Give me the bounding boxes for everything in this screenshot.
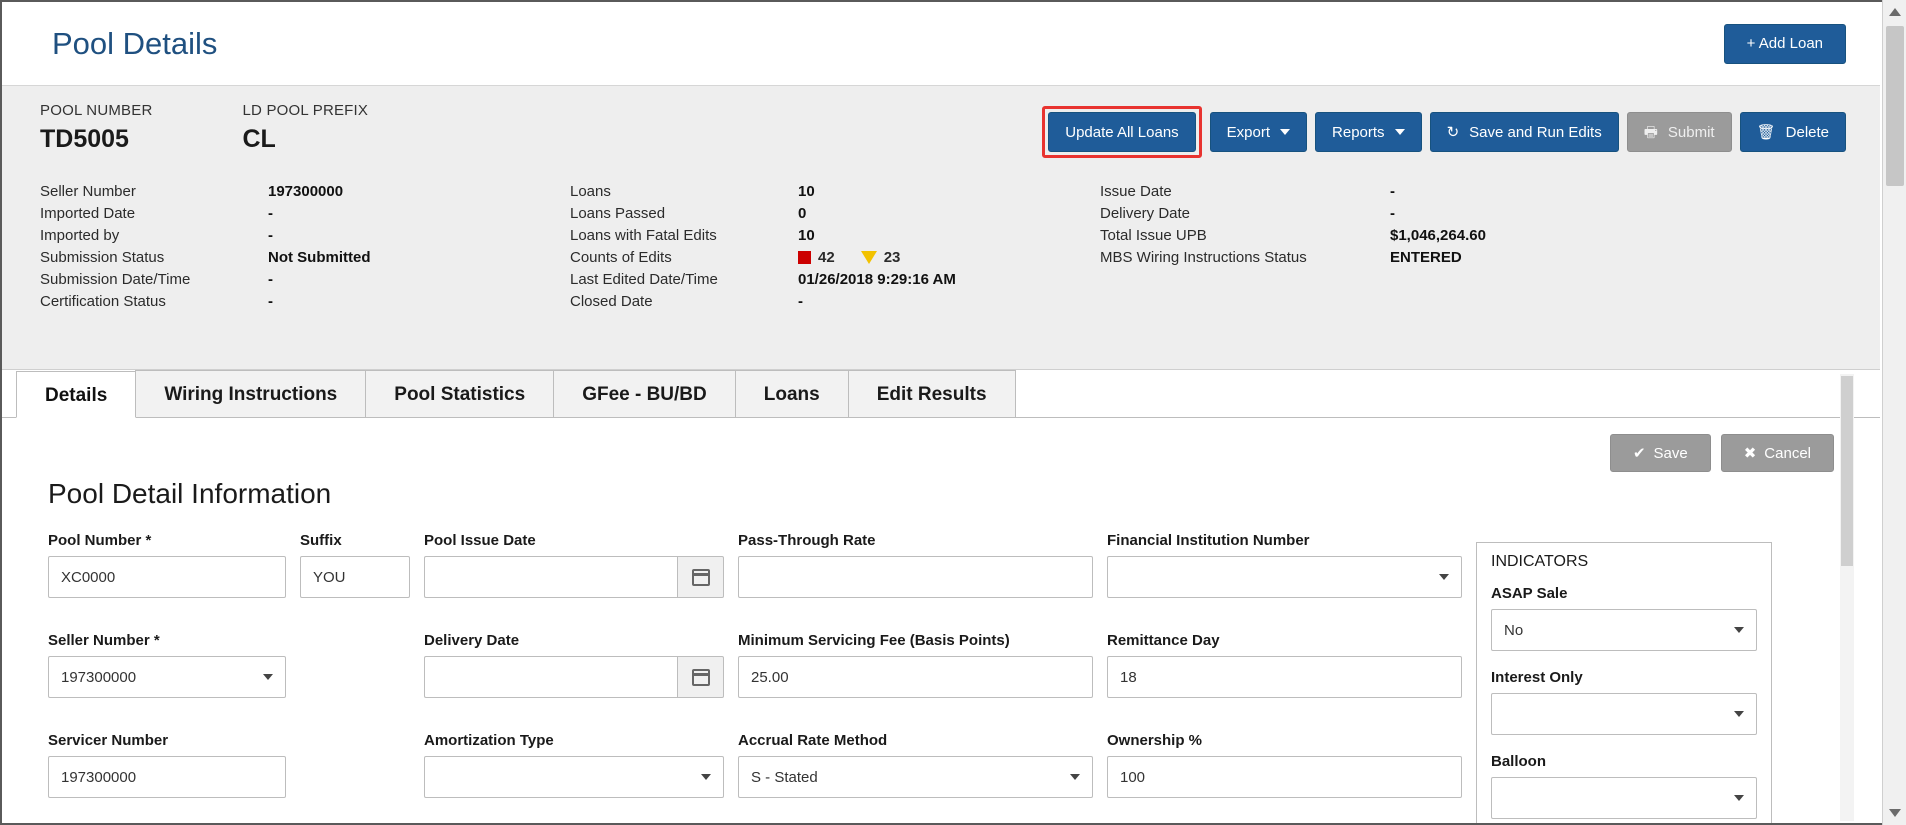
ownership-pct-label: Ownership % [1107,732,1203,749]
servicer-number-input[interactable]: 197300000 [48,756,286,798]
pass-through-rate-label: Pass-Through Rate [738,532,876,549]
delivery-date-label: Delivery Date [424,632,520,649]
fatal-edits-count: 42 [818,248,835,266]
ownership-pct-input[interactable]: 100 [1107,756,1462,798]
save-and-run-edits-label: Save and Run Edits [1469,123,1602,141]
ld-pool-prefix-label: LD POOL PREFIX [242,102,369,119]
add-loan-button[interactable]: + Add Loan [1724,24,1846,64]
delete-label: Delete [1785,123,1829,141]
tab-loans[interactable]: Loans [735,370,849,417]
summary-label: Closed Date [570,292,653,310]
chevron-up-icon [1889,8,1901,16]
close-icon: ✖ [1743,444,1757,462]
suffix-input[interactable]: YOU [300,556,410,598]
seller-number-value: 197300000 [61,668,137,686]
summary-value: - [268,270,273,288]
summary-value: - [268,204,273,222]
summary-value: - [268,292,273,310]
page-title: Pool Details [52,25,218,61]
summary-label: Submission Date/Time [40,270,191,288]
save-label: Save [1653,444,1688,462]
summary-label: Loans Passed [570,204,666,222]
servicer-number-field-label: Servicer Number [48,732,169,749]
summary-value: Not Submitted [268,248,371,266]
summary-value: ENTERED [1390,248,1462,266]
accrual-rate-method-label: Accrual Rate Method [738,732,888,749]
tab-edit-results[interactable]: Edit Results [848,370,1016,417]
page-scrollbar[interactable] [1882,0,1906,825]
asap-sale-value: No [1504,621,1524,639]
summary-value: 10 [798,182,815,200]
summary-label: Seller Number [40,182,136,200]
summary-label: Submission Status [40,248,165,266]
summary-value: - [1390,204,1395,222]
summary-value: $1,046,264.60 [1390,226,1486,244]
pool-number-label: POOL NUMBER [40,102,153,119]
accrual-rate-method-value: S - Stated [751,768,818,786]
summary-label: Loans [570,182,611,200]
pool-number-field-label: Pool Number * [48,532,152,549]
summary-value: 01/26/2018 9:29:16 AM [798,270,956,288]
summary-label: Imported Date [40,204,136,222]
summary-label: Delivery Date [1100,204,1191,222]
scroll-down-button[interactable] [1883,801,1906,825]
export-label: Export [1226,123,1271,141]
warning-edits-count: 23 [883,248,901,266]
remittance-day-label: Remittance Day [1107,632,1220,649]
summary-value: 0 [798,204,807,222]
balloon-label: Balloon [1491,753,1546,770]
summary-label: Last Edited Date/Time [570,270,718,288]
summary-label: Loans with Fatal Edits [570,226,717,244]
seller-number-field-label: Seller Number * [48,632,160,649]
tab-wiring-instructions[interactable]: Wiring Instructions [135,370,366,417]
summary-value: - [1390,182,1395,200]
asap-sale-label: ASAP Sale [1491,585,1568,602]
upload-icon: 🖶 [1643,123,1658,141]
summary-label: Certification Status [40,292,166,310]
reports-label: Reports [1332,123,1385,141]
summary-label: Imported by [40,226,120,244]
interest-only-label: Interest Only [1491,669,1583,686]
amortization-type-label: Amortization Type [424,732,554,749]
summary-label: Counts of Edits [570,248,672,266]
refresh-icon: ↻ [1446,123,1460,141]
financial-institution-number-label: Financial Institution Number [1107,532,1310,549]
section-title: Pool Detail Information [48,478,332,509]
summary-label: Issue Date [1100,182,1172,200]
tab-pool-statistics[interactable]: Pool Statistics [365,370,554,417]
suffix-field-label: Suffix [300,532,342,549]
chevron-down-icon [1889,809,1901,817]
cancel-label: Cancel [1764,444,1811,462]
pool-issue-date-label: Pool Issue Date [424,532,536,549]
summary-value: - [798,292,803,310]
pool-number-value: TD5005 [40,125,129,153]
submit-label: Submit [1667,123,1715,141]
check-icon: ✔ [1632,444,1646,462]
pool-number-input[interactable]: XC0000 [48,556,286,598]
tab-details[interactable]: Details [16,371,136,418]
update-all-loans-button[interactable]: Update All Loans [1048,112,1195,152]
ld-pool-prefix-value: CL [242,125,276,153]
summary-value: 197300000 [268,182,344,200]
indicators-title: INDICATORS [1491,553,1589,570]
summary-label: Total Issue UPB [1100,226,1207,244]
scroll-up-button[interactable] [1883,0,1906,24]
summary-label: MBS Wiring Instructions Status [1100,248,1307,266]
minimum-servicing-fee-label: Minimum Servicing Fee (Basis Points) [738,632,1010,649]
page-scrollbar-thumb[interactable] [1886,26,1904,186]
tab-gfee-bu-bd[interactable]: GFee - BU/BD [553,370,736,417]
summary-value: 10 [798,226,815,244]
summary-value: - [268,226,273,244]
minimum-servicing-fee-input[interactable]: 25.00 [738,656,1093,698]
remittance-day-input[interactable]: 18 [1107,656,1462,698]
trash-icon: 🗑 [1756,123,1776,141]
